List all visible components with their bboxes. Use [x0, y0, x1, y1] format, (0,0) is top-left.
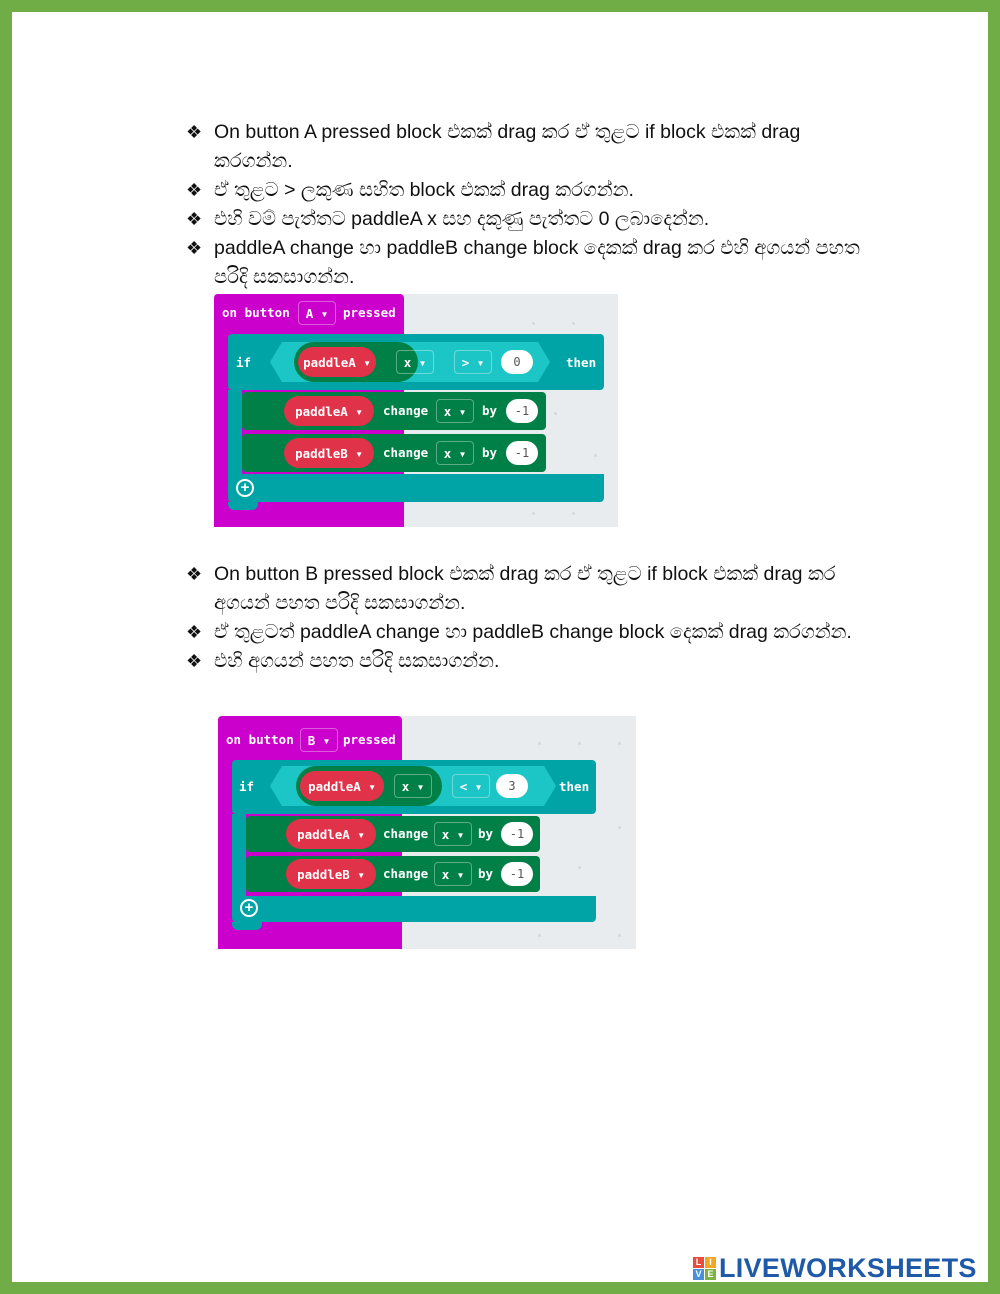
logo-mark: L I V E	[693, 1257, 716, 1280]
instruction-list-2	[186, 560, 876, 676]
instruction-list-1	[186, 118, 876, 292]
chevron-down-icon: ▾	[416, 778, 425, 794]
if-block-footer	[228, 474, 604, 502]
chevron-down-icon: ▾	[476, 354, 485, 370]
bullet-icon: ❖	[186, 180, 203, 200]
condition-value-input[interactable]: 0	[501, 350, 533, 374]
if-block-footer	[232, 896, 596, 922]
add-branch-icon[interactable]: +	[236, 479, 254, 497]
bullet-icon: ❖	[186, 122, 203, 142]
change-value-input[interactable]: -1	[506, 441, 538, 465]
instruction-item: ❖ On button A pressed block එකක් drag කර ඒ තුළට if block එකක් drag කරගන්න.	[186, 118, 876, 176]
chevron-down-icon: ▾	[357, 826, 365, 842]
chevron-down-icon: ▾	[363, 354, 371, 370]
property-dropdown[interactable]: x ▾	[396, 350, 434, 374]
property-dropdown[interactable]: x ▾	[434, 862, 472, 886]
sprite-dropdown[interactable]: paddleA ▾	[286, 819, 376, 849]
condition-value-input[interactable]: 3	[496, 774, 528, 798]
sprite-dropdown[interactable]: paddleB ▾	[286, 859, 376, 889]
instruction-item: ❖ එහි වම් පැත්තට paddleA x සහ දකුණු පැත්තට 0 ලබාදෙන්න.	[186, 205, 876, 234]
operator-dropdown[interactable]: > ▾	[454, 350, 492, 374]
bullet-icon: ❖	[186, 238, 203, 258]
change-value-input[interactable]: -1	[501, 862, 533, 886]
chevron-down-icon: ▾	[355, 403, 363, 419]
instruction-item: ❖ එහි අගයන් පහත පරිදි සකසාගන්න.	[186, 647, 876, 676]
code-block-screenshot-b: on button B ▾ pressed if paddleA ▾ x ▾ < ▾ 3 then paddleA ▾ change x ▾ by -1 paddleB ▾ change x ▾ by -1 +	[218, 716, 636, 949]
sprite-dropdown[interactable]: paddleB ▾	[284, 438, 374, 468]
property-dropdown[interactable]: x ▾	[394, 774, 432, 798]
sprite-dropdown[interactable]: paddleA ▾	[284, 396, 374, 426]
property-dropdown[interactable]: x ▾	[436, 399, 474, 423]
bullet-icon: ❖	[186, 209, 203, 229]
sprite-dropdown[interactable]: paddleA ▾	[300, 771, 384, 801]
button-dropdown[interactable]: A ▾	[298, 301, 336, 325]
change-value-input[interactable]: -1	[501, 822, 533, 846]
instruction-item: ❖ On button B pressed block එකක් drag කර ඒ තුළට if block එකක් drag කර අගයන් පහත පරිදි සකසාගන්න.	[186, 560, 876, 618]
chevron-down-icon: ▾	[458, 403, 467, 419]
chevron-down-icon: ▾	[458, 445, 467, 461]
instruction-item: ❖ paddleA change හා paddleB change block දෙකක් drag කර එහි අගයන් පහත පරිදි සකසාගන්න.	[186, 234, 876, 292]
chevron-down-icon: ▾	[320, 305, 329, 321]
liveworksheets-logo	[693, 1252, 977, 1284]
chevron-down-icon: ▾	[456, 866, 465, 882]
add-branch-icon[interactable]: +	[240, 899, 258, 917]
chevron-down-icon: ▾	[456, 826, 465, 842]
sprite-dropdown[interactable]: paddleA ▾	[298, 347, 376, 377]
chevron-down-icon: ▾	[418, 354, 427, 370]
property-dropdown[interactable]: x ▾	[436, 441, 474, 465]
bullet-icon: ❖	[186, 651, 203, 671]
code-block-screenshot-a: on button A ▾ pressed if paddleA ▾ x ▾ > ▾ 0 then paddleA ▾ change x ▾ by -1 paddleB ▾ change x ▾ by -1 +	[214, 294, 618, 527]
instruction-item: ❖ ඒ තුළටත් paddleA change හා paddleB change block දෙකක් drag කරගන්න.	[186, 618, 876, 647]
operator-dropdown[interactable]: < ▾	[452, 774, 490, 798]
chevron-down-icon: ▾	[368, 778, 376, 794]
logo-text: LIVEWORKSHEETS	[719, 1252, 977, 1283]
chevron-down-icon: ▾	[357, 866, 365, 882]
change-value-input[interactable]: -1	[506, 399, 538, 423]
property-dropdown[interactable]: x ▾	[434, 822, 472, 846]
instruction-item: ❖ ඒ තුළට > ලකුණ සහිත block එකක් drag කරගන්න.	[186, 176, 876, 205]
bullet-icon: ❖	[186, 564, 203, 584]
chevron-down-icon: ▾	[322, 732, 331, 748]
chevron-down-icon: ▾	[355, 445, 363, 461]
bullet-icon: ❖	[186, 622, 203, 642]
button-dropdown[interactable]: B ▾	[300, 728, 338, 752]
chevron-down-icon: ▾	[474, 778, 483, 794]
